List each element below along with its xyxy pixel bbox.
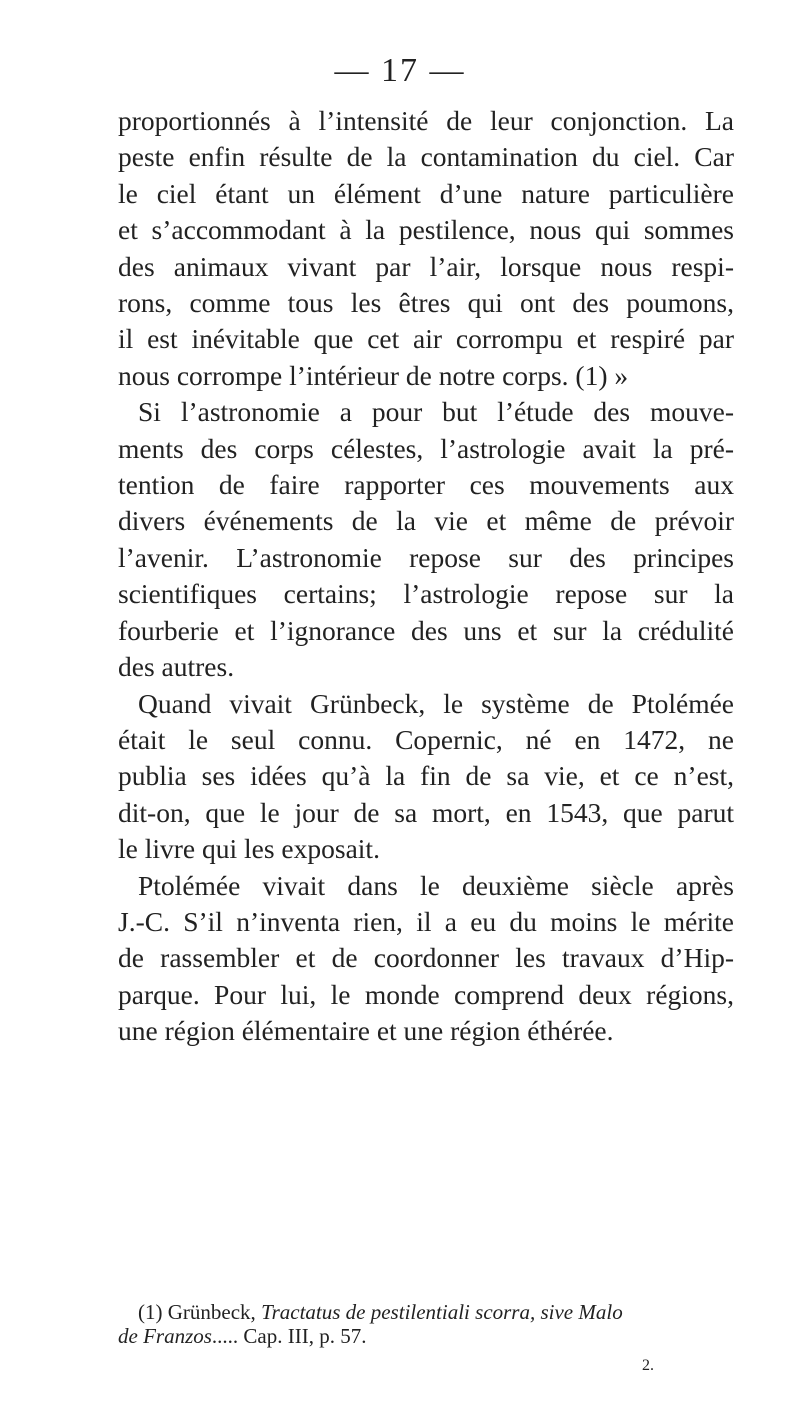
footnote-line: [118, 1300, 734, 1324]
paragraph: [118, 686, 734, 868]
text-line: il est inévitable que cet air corrompu et respiré par: [118, 323, 734, 355]
text-line: J.-C. S’il n’inventa rien, il a eu du moins le mérite: [118, 905, 734, 937]
text-line: était le seul connu. Copernic, né en 1472, ne: [118, 723, 734, 755]
text-line: Quand vivait Grünbeck, le système de Ptolémée: [138, 687, 734, 719]
paragraph: [118, 103, 734, 394]
footnote: [118, 1300, 734, 1348]
text-line: des animaux vivant par l’air, lorsque nous respi-: [118, 250, 734, 282]
text-line: et s’accommodant à la pestilence, nous qui sommes: [118, 214, 734, 246]
footnote-marker: (1): [138, 1300, 163, 1324]
text-line: l’avenir. L’astronomie repose sur des principes: [118, 541, 734, 573]
text-line: proportionnés à l’intensité de leur conjonction. La: [118, 105, 734, 136]
text-line: scientifiques certains; l’astrologie repose sur la: [118, 578, 734, 610]
text-line: fourberie et l’ignorance des uns et sur la crédulité: [118, 614, 734, 646]
text-line: des autres.: [118, 651, 235, 683]
text-line: divers événements de la vie et même de prévoir: [118, 505, 734, 537]
text-line: une région élémentaire et une région éthérée.: [118, 1015, 614, 1047]
footnote-reference: ..... Cap. III, p. 57.: [211, 1324, 367, 1348]
text-line: dit-on, que le jour de sa mort, en 1543, que parut: [118, 796, 734, 828]
text-line: Si l’astronomie a pour but l’étude des mouve-: [138, 396, 734, 428]
text-line: rons, comme tous les êtres qui ont des poumons,: [118, 287, 734, 319]
footnote-title: Tractatus de pestilentiali scorra, sive Malo: [261, 1300, 623, 1324]
text-line: ments des corps célestes, l’astrologie avait la pré-: [118, 432, 734, 464]
body-text: [118, 103, 734, 1050]
text-line: publia ses idées qu’à la fin de sa vie, et ce n’est,: [118, 760, 734, 792]
page-number: — 17 —: [334, 52, 466, 89]
footnote-author: Grünbeck,: [167, 1300, 256, 1324]
footnote-title-cont: de Franzos: [118, 1324, 212, 1348]
text-line: peste enfin résulte de la contamination du ciel. Car: [118, 141, 734, 173]
paragraph: [118, 394, 734, 685]
text-line: nous corrompe l’intérieur de notre corps. (1) »: [118, 359, 629, 391]
paragraph: [118, 868, 734, 1050]
footnote-line: [118, 1324, 734, 1348]
text-line: de rassembler et de coordonner les travaux d’Hip-: [118, 942, 734, 974]
text-line: parque. Pour lui, le monde comprend deux régions,: [118, 978, 734, 1010]
text-line: Ptolémée vivait dans le deuxième siècle après: [138, 869, 734, 901]
text-line: le ciel étant un élément d’une nature particulière: [118, 177, 734, 209]
text-line: tention de faire rapporter ces mouvements aux: [118, 469, 734, 501]
text-line: le livre qui les exposait.: [118, 833, 380, 865]
signature-mark: 2.: [642, 1357, 654, 1374]
